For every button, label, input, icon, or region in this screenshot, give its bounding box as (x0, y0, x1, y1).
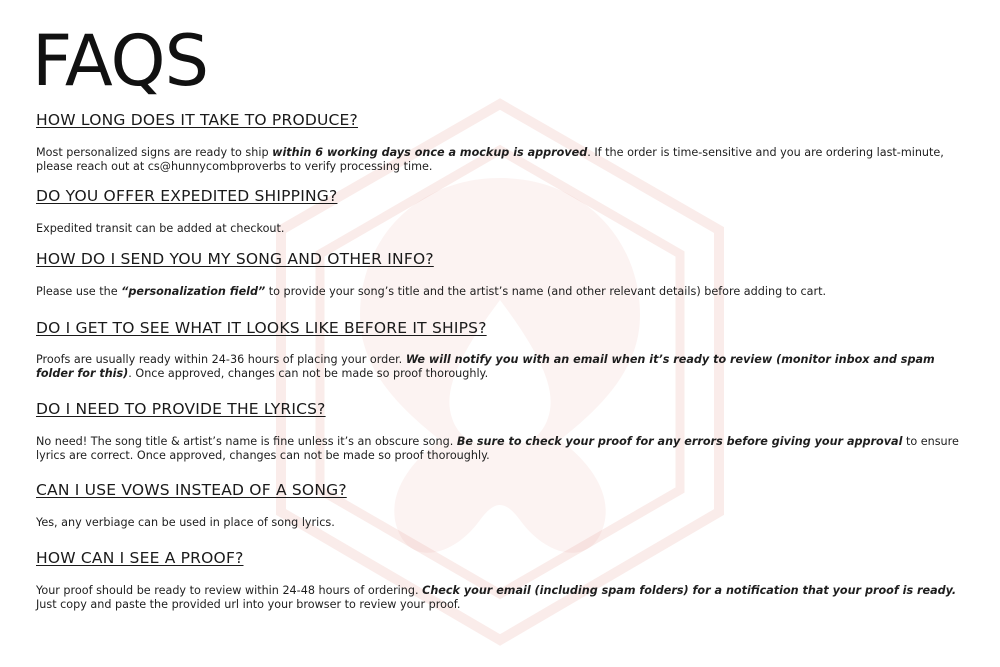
faq-answer: Your proof should be ready to review within 24-48 hours of ordering. Check your email (including spam folders) for a notification that your proof is ready. Just copy and paste the provided url into your browser to review your proof. (36, 584, 957, 611)
faq-item (36, 249, 966, 299)
faq-question: CAN I USE VOWS INSTEAD OF A SONG? (36, 481, 347, 499)
faq-answer: Yes, any verbiage can be used in place of song lyrics. (36, 516, 335, 529)
faq-answer: Expedited transit can be added at checkout. (36, 222, 285, 235)
faq-answer: Proofs are usually ready within 24-36 hours of placing your order. We will notify you with an email when it’s ready to review (monitor inbox and spam folder for this). Once approved, changes can not be made so proof thoroughly. (36, 353, 935, 380)
faq-question: HOW CAN I SEE A PROOF? (36, 549, 244, 567)
faq-item (36, 548, 966, 612)
faq-item (36, 480, 966, 530)
faq-question: DO I GET TO SEE WHAT IT LOOKS LIKE BEFORE IT SHIPS? (36, 319, 487, 337)
faq-question: HOW LONG DOES IT TAKE TO PRODUCE? (36, 111, 358, 129)
faq-answer: No need! The song title & artist’s name is fine unless it’s an obscure song. Be sure to check your proof for any errors before giving your approval to ensure lyrics are correct. Once approved, changes can not be made so proof thoroughly. (36, 435, 959, 462)
page-title: FAQS (32, 20, 209, 102)
faq-item (36, 318, 966, 381)
faq-item (36, 110, 966, 174)
faq-question: HOW DO I SEND YOU MY SONG AND OTHER INFO? (36, 250, 434, 268)
faq-answer: Most personalized signs are ready to ship within 6 working days once a mockup is approved. If the order is time-sensitive and you are ordering last-minute, please reach out at cs@hunnycombproverbs to verify processing time. (36, 146, 944, 173)
faq-question: DO I NEED TO PROVIDE THE LYRICS? (36, 400, 326, 418)
faq-item (36, 399, 966, 463)
faq-question: DO YOU OFFER EXPEDITED SHIPPING? (36, 187, 338, 205)
faq-answer: Please use the “personalization field” to provide your song’s title and the artist’s name (and other relevant details) before adding to cart. (36, 285, 827, 298)
faq-item (36, 186, 966, 236)
